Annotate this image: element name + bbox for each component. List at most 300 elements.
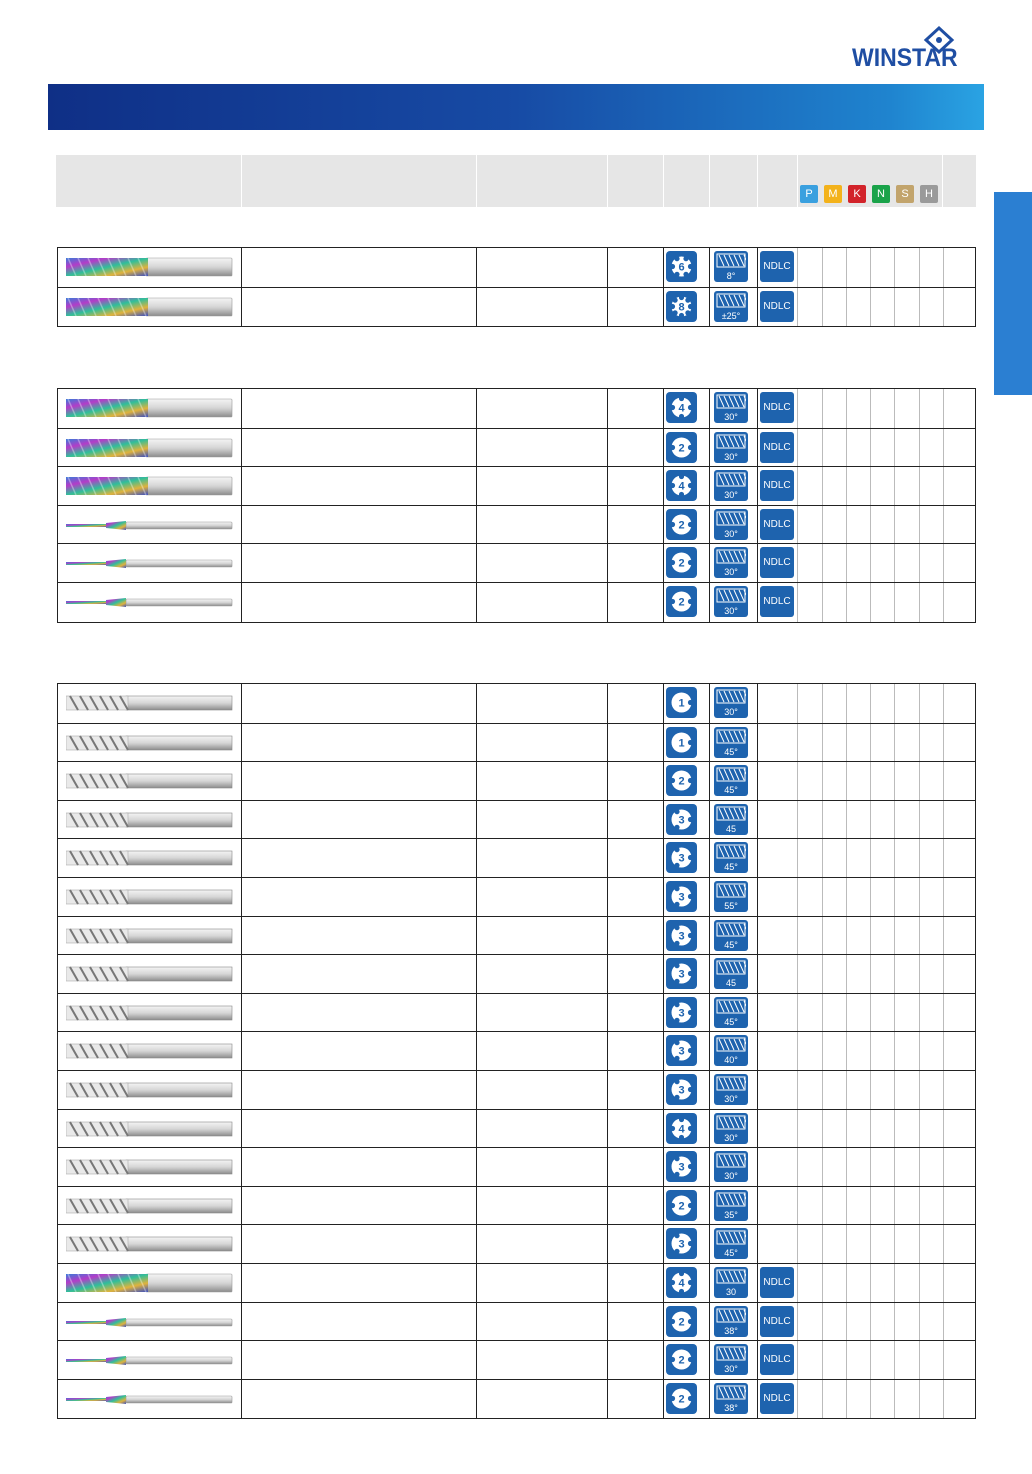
flute-count-icon (666, 1113, 697, 1144)
cell-divider (870, 544, 871, 583)
cell-divider (476, 801, 477, 840)
cell-divider (943, 762, 944, 801)
cell-divider (663, 1110, 664, 1149)
cell-divider (943, 801, 944, 840)
cell-divider (822, 994, 823, 1033)
cell-divider (607, 1110, 608, 1149)
cell-divider (846, 467, 847, 506)
cell-divider (919, 1148, 920, 1187)
flute-count-icon (666, 765, 697, 796)
cell-divider (797, 955, 798, 994)
svg-text:3: 3 (678, 1007, 685, 1020)
end-mill-image (66, 552, 234, 574)
cell-divider (607, 467, 608, 506)
cell-divider (797, 506, 798, 545)
cell-divider (822, 917, 823, 956)
cell-divider (846, 1110, 847, 1149)
cell-divider (757, 801, 758, 840)
cell-divider (919, 1032, 920, 1071)
helix-angle-icon (714, 470, 748, 501)
cell-divider (241, 1380, 242, 1419)
cell-divider (822, 1148, 823, 1187)
cell-divider (870, 917, 871, 956)
brand-name: WINSTAR (852, 44, 958, 72)
cell-divider (846, 801, 847, 840)
cell-divider (241, 288, 242, 327)
cell-divider (943, 1032, 944, 1071)
cell-divider (919, 917, 920, 956)
helix-angle-label: 30° (724, 707, 738, 717)
cell-divider (822, 1380, 823, 1419)
cell-divider (797, 1187, 798, 1226)
cell-divider (757, 389, 758, 428)
cell-divider (709, 1341, 710, 1380)
cell-divider (846, 724, 847, 763)
cell-divider (757, 994, 758, 1033)
svg-text:4: 4 (678, 402, 685, 415)
cell-divider (919, 955, 920, 994)
cell-divider (757, 724, 758, 763)
svg-text:3: 3 (678, 968, 685, 981)
cell-divider (846, 1380, 847, 1419)
cell-divider (846, 839, 847, 878)
helix-angle-label: 38° (724, 1402, 738, 1413)
cell-divider (757, 1341, 758, 1380)
cell-divider (607, 724, 608, 763)
coating-badge: NDLC (760, 291, 794, 322)
cell-divider (241, 1303, 242, 1342)
cell-divider (663, 467, 664, 506)
cell-divider (476, 248, 477, 287)
cell-divider (709, 248, 710, 287)
cell-divider (894, 1303, 895, 1342)
cell-divider (709, 1032, 710, 1071)
cell-divider (846, 544, 847, 583)
cell-divider (894, 994, 895, 1033)
cell-divider (757, 1303, 758, 1342)
cell-divider (846, 762, 847, 801)
svg-text:3: 3 (678, 1045, 685, 1058)
coating-badge: NDLC (760, 547, 794, 578)
cell-divider (894, 1341, 895, 1380)
cell-divider (241, 994, 242, 1033)
helix-angle-label: 30° (724, 528, 738, 539)
cell-divider (757, 288, 758, 327)
end-mill-image (66, 437, 234, 459)
cell-divider (822, 839, 823, 878)
cell-divider (476, 839, 477, 878)
cell-divider (822, 467, 823, 506)
helix-angle-label: 45° (724, 1016, 738, 1027)
end-mill-image (66, 692, 234, 714)
flute-count-icon (666, 958, 697, 989)
svg-text:8: 8 (678, 301, 685, 314)
table-row (58, 684, 975, 723)
helix-angle-label: 55° (724, 901, 738, 911)
cell-divider (894, 544, 895, 583)
cell-divider (870, 1264, 871, 1303)
product-table-1 (57, 247, 976, 327)
end-mill-image (66, 475, 234, 497)
cell-divider (663, 583, 664, 622)
svg-text:3: 3 (678, 1084, 685, 1097)
cell-divider (607, 1225, 608, 1264)
cell-divider (919, 994, 920, 1033)
cell-divider (757, 762, 758, 801)
table-row (58, 505, 975, 545)
cell-divider (797, 994, 798, 1033)
cell-divider (757, 917, 758, 956)
cell-divider (607, 1341, 608, 1380)
cell-divider (943, 1148, 944, 1187)
end-mill-image (66, 1233, 234, 1255)
table-row (58, 723, 975, 763)
helix-angle-label: 45° (724, 862, 738, 873)
cell-divider (709, 1303, 710, 1342)
cell-divider (943, 429, 944, 468)
cell-divider (797, 1110, 798, 1149)
svg-text:1: 1 (678, 737, 685, 750)
cell-divider (870, 878, 871, 917)
cell-divider (943, 1071, 944, 1110)
end-mill-image (66, 1040, 234, 1062)
flute-count-icon (666, 881, 697, 912)
cell-divider (894, 1071, 895, 1110)
cell-divider (870, 955, 871, 994)
cell-divider (757, 1380, 758, 1419)
end-mill-image (66, 1311, 234, 1333)
cell-divider (797, 917, 798, 956)
end-mill-image (66, 397, 234, 419)
cell-divider (870, 1110, 871, 1149)
cell-divider (797, 724, 798, 763)
cell-divider (846, 248, 847, 287)
end-mill-image (66, 591, 234, 613)
cell-divider (894, 1032, 895, 1071)
cell-divider (663, 801, 664, 840)
helix-angle-icon (714, 392, 748, 423)
table-row (58, 761, 975, 801)
cell-divider (870, 839, 871, 878)
end-mill-image (66, 963, 234, 985)
helix-angle-label: 45° (724, 1248, 738, 1259)
cell-divider (709, 544, 710, 583)
cell-divider (241, 801, 242, 840)
table-row (58, 800, 975, 840)
flute-count-icon (666, 509, 697, 540)
cell-divider (894, 248, 895, 287)
cell-divider (919, 878, 920, 917)
cell-divider (894, 1380, 895, 1419)
table-row (58, 1340, 975, 1380)
helix-angle-label: ±25° (721, 310, 741, 321)
cell-divider (663, 994, 664, 1033)
helix-angle-label: 8° (726, 271, 736, 281)
cell-divider (870, 684, 871, 723)
cell-divider (846, 994, 847, 1033)
helix-angle-icon (714, 509, 748, 540)
cell-divider (822, 1225, 823, 1264)
helix-angle-icon (714, 1113, 748, 1144)
table-row (58, 1302, 975, 1342)
cell-divider (476, 684, 477, 723)
end-mill-image (66, 1195, 234, 1217)
iso-badge-n: N (872, 185, 890, 203)
helix-angle-label: 30° (724, 1171, 738, 1182)
cell-divider (943, 955, 944, 994)
cell-divider (822, 1264, 823, 1303)
cell-divider (476, 1303, 477, 1342)
helix-angle-label: 38° (724, 1325, 738, 1336)
cell-divider (797, 1341, 798, 1380)
flute-count-icon (666, 1074, 697, 1105)
cell-divider (894, 917, 895, 956)
cell-divider (241, 544, 242, 583)
cell-divider (607, 544, 608, 583)
helix-angle-icon (714, 1267, 748, 1298)
helix-angle-label: 30° (724, 1132, 738, 1143)
cell-divider (870, 994, 871, 1033)
cell-divider (663, 955, 664, 994)
cell-divider (919, 544, 920, 583)
iso-badge-k: K (848, 185, 866, 203)
cell-divider (822, 1187, 823, 1226)
helix-angle-label: 30° (724, 1094, 738, 1104)
coating-badge: NDLC (760, 586, 794, 617)
helix-angle-icon (714, 1190, 748, 1221)
helix-angle-label: 30° (724, 412, 738, 422)
svg-text:3: 3 (678, 852, 685, 865)
cell-divider (919, 467, 920, 506)
cell-divider (822, 955, 823, 994)
cell-divider (943, 724, 944, 763)
flute-count-icon (666, 432, 697, 463)
cell-divider (476, 288, 477, 327)
cell-divider (476, 917, 477, 956)
iso-badge-h: H (920, 185, 938, 203)
cell-divider (607, 248, 608, 287)
cell-divider (663, 288, 664, 327)
header-separator (797, 155, 798, 207)
coating-badge: NDLC (760, 1383, 794, 1414)
cell-divider (663, 1187, 664, 1226)
cell-divider (607, 583, 608, 622)
cell-divider (943, 1110, 944, 1149)
cell-divider (476, 1380, 477, 1419)
flute-count-icon (666, 470, 697, 501)
helix-angle-icon (714, 997, 748, 1028)
end-mill-image (66, 256, 234, 278)
cell-divider (822, 1032, 823, 1071)
cell-divider (607, 839, 608, 878)
helix-angle-icon (714, 432, 748, 463)
cell-divider (709, 1187, 710, 1226)
svg-text:2: 2 (678, 519, 685, 532)
cell-divider (797, 801, 798, 840)
cell-divider (709, 1071, 710, 1110)
svg-text:2: 2 (678, 557, 685, 570)
cell-divider (757, 1032, 758, 1071)
flute-count-icon (666, 842, 697, 873)
cell-divider (846, 429, 847, 468)
table-row (58, 1109, 975, 1149)
cell-divider (757, 583, 758, 622)
cell-divider (709, 506, 710, 545)
flute-count-icon (666, 291, 697, 322)
table-row (58, 1070, 975, 1110)
coating-badge: NDLC (760, 1267, 794, 1298)
cell-divider (943, 506, 944, 545)
header-separator (607, 155, 608, 207)
cell-divider (822, 1110, 823, 1149)
cell-divider (476, 544, 477, 583)
cell-divider (797, 762, 798, 801)
cell-divider (476, 1071, 477, 1110)
cell-divider (797, 389, 798, 428)
coating-badge: NDLC (760, 432, 794, 463)
helix-angle-label: 30° (724, 567, 738, 578)
cell-divider (757, 1148, 758, 1187)
header-separator (942, 155, 943, 207)
table-row (58, 877, 975, 917)
cell-divider (846, 684, 847, 723)
helix-angle-label: 30° (724, 490, 738, 501)
end-mill-image (66, 886, 234, 908)
helix-angle-icon (714, 586, 748, 617)
cell-divider (919, 684, 920, 723)
cell-divider (241, 1341, 242, 1380)
cell-divider (870, 506, 871, 545)
cell-divider (797, 1303, 798, 1342)
flute-count-icon (666, 1151, 697, 1182)
cell-divider (241, 1032, 242, 1071)
helix-angle-icon (714, 1306, 748, 1337)
cell-divider (870, 1032, 871, 1071)
cell-divider (241, 389, 242, 428)
cell-divider (943, 1303, 944, 1342)
cell-divider (870, 724, 871, 763)
cell-divider (919, 1110, 920, 1149)
coating-badge: NDLC (760, 470, 794, 501)
cell-divider (919, 1225, 920, 1264)
cell-divider (846, 1071, 847, 1110)
cell-divider (846, 1225, 847, 1264)
cell-divider (757, 248, 758, 287)
cell-divider (846, 288, 847, 327)
table-row (58, 838, 975, 878)
helix-angle-label: 30 (725, 1287, 736, 1297)
cell-divider (870, 583, 871, 622)
cell-divider (894, 389, 895, 428)
cell-divider (870, 1380, 871, 1419)
helix-angle-icon (714, 251, 748, 282)
cell-divider (797, 684, 798, 723)
flute-count-icon (666, 1267, 697, 1298)
cell-divider (894, 1148, 895, 1187)
cell-divider (607, 1264, 608, 1303)
cell-divider (894, 1187, 895, 1226)
cell-divider (663, 762, 664, 801)
cell-divider (607, 1032, 608, 1071)
cell-divider (943, 544, 944, 583)
cell-divider (476, 467, 477, 506)
helix-angle-icon (714, 547, 748, 578)
helix-angle-icon (714, 727, 748, 758)
cell-divider (797, 1071, 798, 1110)
helix-angle-label: 40° (724, 1055, 738, 1066)
header-separator (663, 155, 664, 207)
cell-divider (476, 724, 477, 763)
cell-divider (663, 1225, 664, 1264)
table-row (58, 582, 975, 622)
cell-divider (943, 1341, 944, 1380)
section-side-tab (994, 192, 1032, 395)
flute-count-icon (666, 804, 697, 835)
table-row (58, 1224, 975, 1264)
cell-divider (943, 1264, 944, 1303)
cell-divider (709, 429, 710, 468)
cell-divider (797, 839, 798, 878)
header-separator (709, 155, 710, 207)
svg-text:3: 3 (678, 891, 685, 904)
cell-divider (757, 544, 758, 583)
cell-divider (709, 389, 710, 428)
helix-angle-label: 30° (724, 1364, 738, 1375)
cell-divider (476, 1341, 477, 1380)
cell-divider (870, 762, 871, 801)
cell-divider (894, 878, 895, 917)
cell-divider (797, 429, 798, 468)
cell-divider (476, 955, 477, 994)
cell-divider (241, 724, 242, 763)
cell-divider (919, 1264, 920, 1303)
end-mill-image (66, 296, 234, 318)
cell-divider (709, 1225, 710, 1264)
cell-divider (663, 684, 664, 723)
cell-divider (663, 248, 664, 287)
cell-divider (822, 801, 823, 840)
product-table-2 (57, 388, 976, 623)
cell-divider (757, 1071, 758, 1110)
cell-divider (919, 801, 920, 840)
cell-divider (241, 429, 242, 468)
cell-divider (846, 1032, 847, 1071)
cell-divider (846, 1264, 847, 1303)
cell-divider (607, 878, 608, 917)
cell-divider (797, 467, 798, 506)
cell-divider (757, 684, 758, 723)
end-mill-image (66, 1388, 234, 1410)
end-mill-image (66, 1156, 234, 1178)
flute-count-icon (666, 251, 697, 282)
flute-count-icon (666, 687, 697, 718)
cell-divider (476, 878, 477, 917)
cell-divider (894, 801, 895, 840)
cell-divider (241, 506, 242, 545)
table-row (58, 1147, 975, 1187)
table-row (58, 1186, 975, 1226)
cell-divider (943, 684, 944, 723)
svg-text:2: 2 (678, 1393, 685, 1406)
end-mill-image (66, 925, 234, 947)
cell-divider (943, 1225, 944, 1264)
cell-divider (894, 762, 895, 801)
cell-divider (607, 1303, 608, 1342)
svg-text:1: 1 (678, 697, 685, 710)
flute-count-icon (666, 920, 697, 951)
cell-divider (757, 429, 758, 468)
helix-angle-icon (714, 687, 748, 718)
